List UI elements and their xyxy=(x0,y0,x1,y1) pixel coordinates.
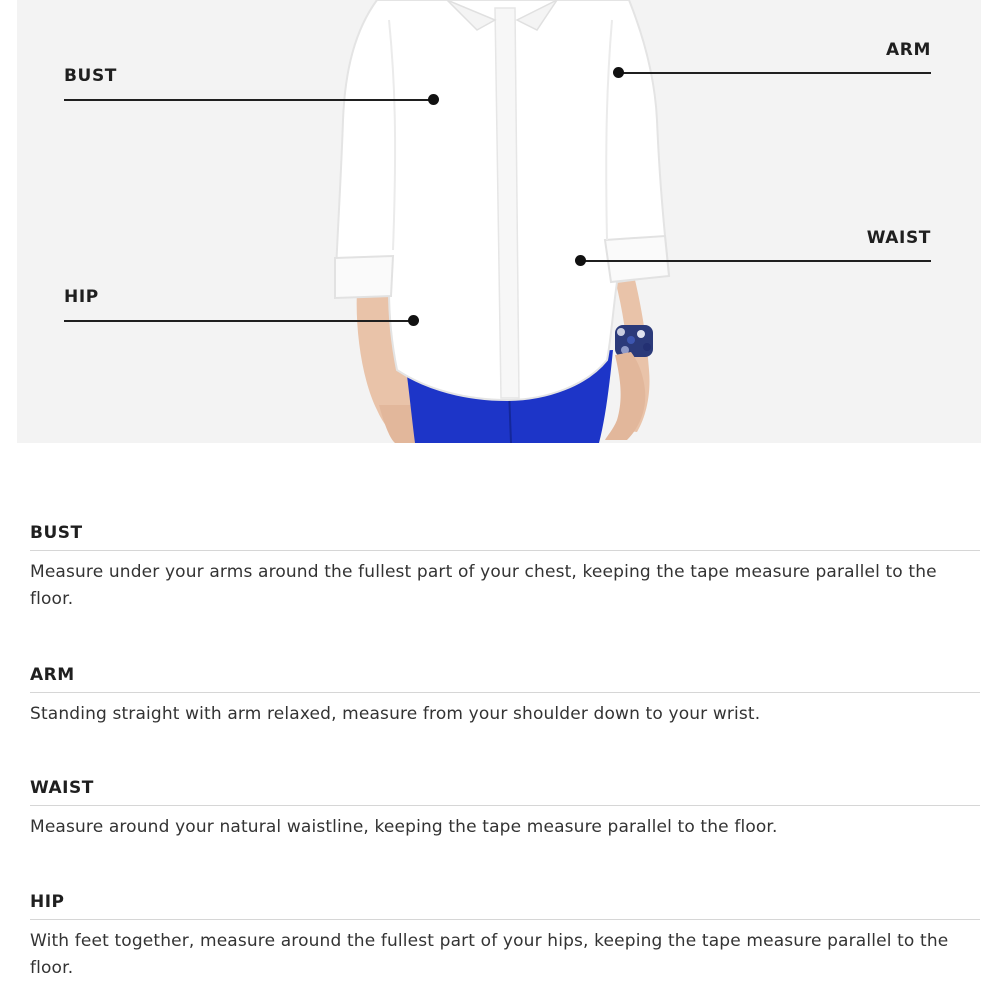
waist-callout-dot xyxy=(575,255,586,266)
arm-callout-label: ARM xyxy=(886,40,931,60)
guide-section-hip xyxy=(30,892,980,982)
bust-callout-line xyxy=(64,99,434,101)
guide-text-arm: Standing straight with arm relaxed, measure from your shoulder down to your wrist. xyxy=(30,704,761,724)
guide-section-arm xyxy=(30,665,980,728)
bust-callout-label: BUST xyxy=(64,66,118,86)
hip-callout-dot xyxy=(408,315,419,326)
waist-callout-line xyxy=(581,260,931,262)
bust-callout-dot xyxy=(428,94,439,105)
model-photo xyxy=(17,0,981,443)
guide-heading-waist: WAIST xyxy=(30,778,980,806)
guide-heading-arm: ARM xyxy=(30,665,980,693)
guide-heading-bust: BUST xyxy=(30,523,980,551)
guide-section-waist xyxy=(30,778,980,841)
arm-callout-line xyxy=(619,72,931,74)
waist-callout-label: WAIST xyxy=(866,228,931,248)
left-cuff xyxy=(335,256,393,298)
bracelet xyxy=(615,325,653,357)
guide-text-hip: With feet together, measure around the fullest part of your hips, keeping the tape measure parallel to the floor. xyxy=(30,931,949,978)
guide-section-bust xyxy=(30,523,980,613)
hip-callout-line xyxy=(64,320,414,322)
arm-callout-dot xyxy=(613,67,624,78)
guide-heading-hip: HIP xyxy=(30,892,980,920)
right-cuff xyxy=(605,236,669,282)
hip-callout-label: HIP xyxy=(64,287,99,307)
model-illustration xyxy=(17,0,981,443)
guide-text-waist: Measure around your natural waistline, keeping the tape measure parallel to the floor. xyxy=(30,817,778,837)
guide-text-bust: Measure under your arms around the fullest part of your chest, keeping the tape measure parallel to the floor. xyxy=(30,562,937,609)
